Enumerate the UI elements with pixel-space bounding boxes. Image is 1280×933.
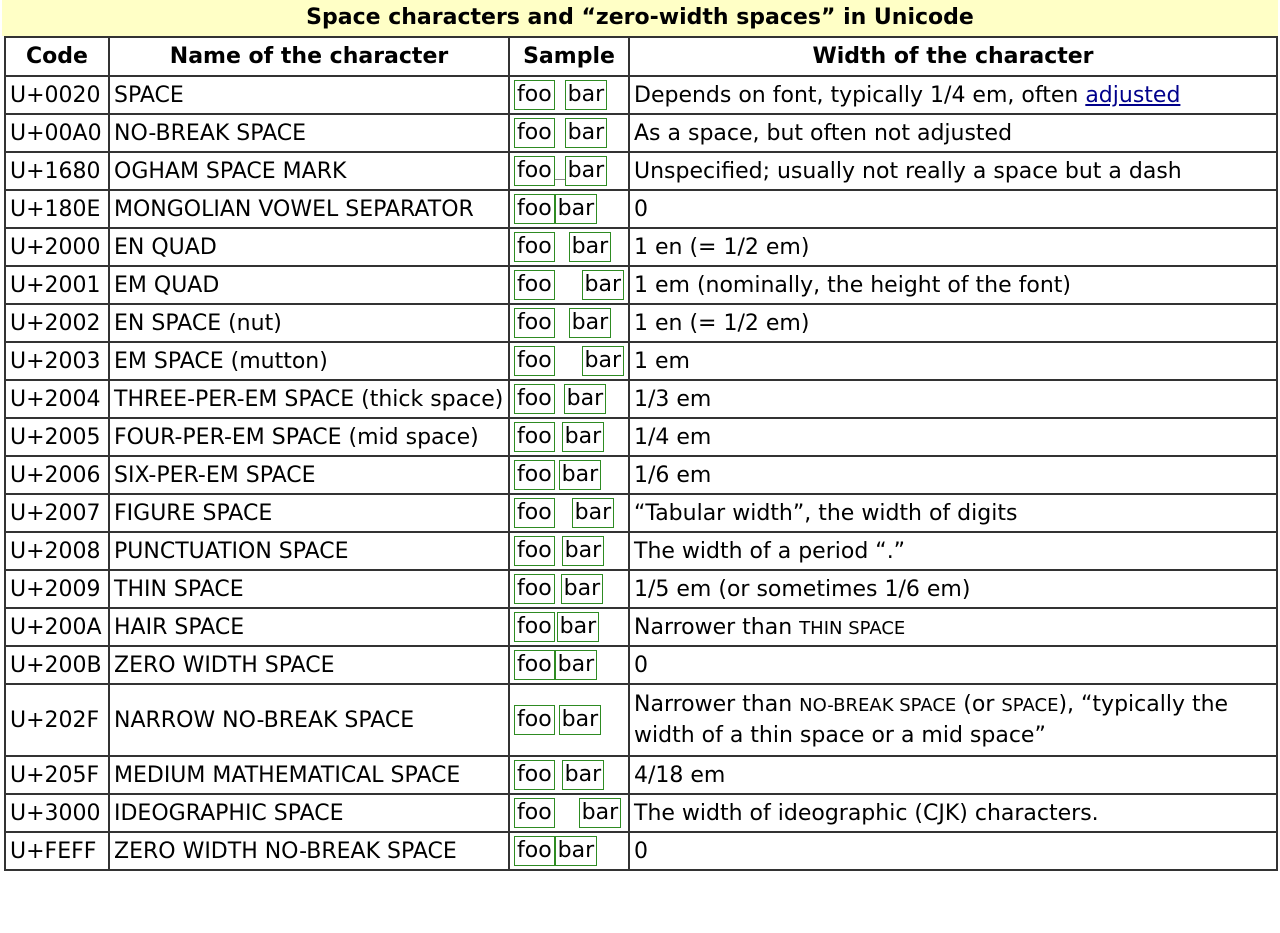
width-text: (or — [956, 691, 1002, 717]
name-cell: ZERO WIDTH NO-BREAK SPACE — [109, 832, 509, 870]
sample-cell — [509, 76, 629, 114]
table-row — [5, 380, 1277, 418]
width-text: 1 en (= 1/2 em) — [634, 310, 810, 336]
width-cell — [629, 570, 1277, 608]
header-name: Name of the character — [109, 37, 509, 76]
width-cell — [629, 228, 1277, 266]
code-cell: U+FEFF — [5, 832, 109, 870]
name-cell: FOUR-PER-EM SPACE (mid space) — [109, 418, 509, 456]
table-row — [5, 76, 1277, 114]
sample-pair — [514, 536, 624, 566]
code-cell: U+2005 — [5, 418, 109, 456]
width-text: 1/5 em (or sometimes 1/6 em) — [634, 576, 971, 602]
width-text: Narrower than — [634, 614, 800, 640]
sample-bar: bar — [582, 346, 625, 376]
small-caps-text: SPACE — [1001, 694, 1059, 716]
name-cell: OGHAM SPACE MARK — [109, 152, 509, 190]
width-text: 1/4 em — [634, 424, 712, 450]
sample-cell — [509, 418, 629, 456]
name-cell: IDEOGRAPHIC SPACE — [109, 794, 509, 832]
width-text: 0 — [634, 196, 648, 222]
sample-cell — [509, 152, 629, 190]
sample-bar: bar — [559, 705, 602, 735]
width-cell — [629, 494, 1277, 532]
sample-cell — [509, 756, 629, 794]
sample-cell — [509, 190, 629, 228]
table-caption: Space characters and “zero-width spaces” in Unicode — [2, 0, 1278, 36]
width-cell — [629, 756, 1277, 794]
name-cell: EM QUAD — [109, 266, 509, 304]
name-cell: EN QUAD — [109, 228, 509, 266]
sample-foo: foo — [514, 536, 555, 566]
sample-foo: foo — [514, 308, 555, 338]
sample-pair — [514, 760, 624, 790]
table-row — [5, 190, 1277, 228]
sample-bar: bar — [569, 232, 612, 262]
code-cell: U+205F — [5, 756, 109, 794]
code-cell: U+180E — [5, 190, 109, 228]
width-cell — [629, 646, 1277, 684]
sample-foo: foo — [514, 574, 555, 604]
code-cell: U+2006 — [5, 456, 109, 494]
name-cell: THREE-PER-EM SPACE (thick space) — [109, 380, 509, 418]
table-body — [5, 76, 1277, 870]
sample-foo: foo — [514, 650, 555, 680]
sample-cell — [509, 114, 629, 152]
name-cell: ZERO WIDTH SPACE — [109, 646, 509, 684]
width-cell — [629, 76, 1277, 114]
sample-foo: foo — [514, 194, 555, 224]
header-width: Width of the character — [629, 37, 1277, 76]
header-code: Code — [5, 37, 109, 76]
sample-bar: bar — [582, 270, 625, 300]
sample-pair — [514, 650, 624, 680]
sample-bar: bar — [562, 760, 605, 790]
sample-pair — [514, 346, 624, 376]
sample-foo: foo — [514, 156, 555, 186]
width-cell — [629, 794, 1277, 832]
width-cell — [629, 608, 1277, 646]
width-text: 1 em — [634, 348, 690, 374]
width-cell — [629, 304, 1277, 342]
width-text: 0 — [634, 652, 648, 678]
code-cell: U+2002 — [5, 304, 109, 342]
sample-foo: foo — [514, 346, 555, 376]
sample-bar: bar — [579, 798, 622, 828]
table-row — [5, 794, 1277, 832]
sample-pair — [514, 308, 624, 338]
sample-cell — [509, 380, 629, 418]
sample-pair — [514, 80, 624, 110]
width-text: 4/18 em — [634, 762, 726, 788]
width-cell — [629, 832, 1277, 870]
name-cell: MEDIUM MATHEMATICAL SPACE — [109, 756, 509, 794]
table-row — [5, 304, 1277, 342]
sample-pair — [514, 798, 624, 828]
sample-bar: bar — [565, 156, 608, 186]
header-row — [5, 37, 1277, 76]
sample-foo: foo — [514, 460, 555, 490]
width-cell — [629, 266, 1277, 304]
code-cell: U+2001 — [5, 266, 109, 304]
width-cell — [629, 114, 1277, 152]
adjusted-link[interactable]: adjusted — [1085, 82, 1181, 108]
sample-pair — [514, 384, 624, 414]
width-cell — [629, 532, 1277, 570]
sample-foo: foo — [514, 798, 555, 828]
name-cell: EN SPACE (nut) — [109, 304, 509, 342]
width-text: The width of ideographic (CJK) characters. — [634, 800, 1099, 826]
table-row — [5, 832, 1277, 870]
sample-cell — [509, 646, 629, 684]
code-cell: U+2003 — [5, 342, 109, 380]
small-caps-text: THIN SPACE — [799, 617, 906, 639]
sample-pair — [514, 194, 624, 224]
sample-pair — [514, 836, 624, 866]
code-cell: U+200A — [5, 608, 109, 646]
sample-cell — [509, 342, 629, 380]
sample-cell — [509, 266, 629, 304]
code-cell: U+2004 — [5, 380, 109, 418]
spaces-table — [4, 36, 1278, 871]
width-text: 1/6 em — [634, 462, 712, 488]
sample-bar: bar — [555, 836, 598, 866]
sample-cell — [509, 228, 629, 266]
sample-pair — [514, 118, 624, 148]
name-cell: PUNCTUATION SPACE — [109, 532, 509, 570]
width-text: 1 em (nominally, the height of the font) — [634, 272, 1072, 298]
sample-foo: foo — [514, 422, 555, 452]
sample-foo: foo — [514, 384, 555, 414]
sample-foo: foo — [514, 232, 555, 262]
sample-pair — [514, 498, 624, 528]
table-row — [5, 114, 1277, 152]
sample-bar: bar — [562, 422, 605, 452]
sample-bar: bar — [572, 498, 615, 528]
table-row — [5, 456, 1277, 494]
width-text: “Tabular width”, the width of digits — [634, 500, 1018, 526]
name-cell: EM SPACE (mutton) — [109, 342, 509, 380]
sample-foo: foo — [514, 80, 555, 110]
code-cell: U+00A0 — [5, 114, 109, 152]
code-cell: U+0020 — [5, 76, 109, 114]
code-cell: U+200B — [5, 646, 109, 684]
sample-pair — [514, 422, 624, 452]
sample-cell — [509, 832, 629, 870]
sample-bar: bar — [559, 460, 602, 490]
width-cell — [629, 456, 1277, 494]
sample-cell — [509, 794, 629, 832]
header-sample: Sample — [509, 37, 629, 76]
width-text: Unspecified; usually not really a space but a dash — [634, 158, 1182, 184]
width-text: Narrower than — [634, 691, 800, 717]
width-cell — [629, 190, 1277, 228]
sample-foo: foo — [514, 270, 555, 300]
sample-bar: bar — [561, 574, 604, 604]
code-cell: U+2000 — [5, 228, 109, 266]
code-cell: U+2007 — [5, 494, 109, 532]
table-row — [5, 684, 1277, 756]
sample-pair — [514, 156, 624, 186]
width-cell — [629, 418, 1277, 456]
sample-pair — [514, 574, 624, 604]
table-row — [5, 570, 1277, 608]
sample-foo: foo — [514, 760, 555, 790]
sample-bar: bar — [569, 308, 612, 338]
table-row — [5, 228, 1277, 266]
sample-cell — [509, 494, 629, 532]
sample-foo: foo — [514, 836, 555, 866]
name-cell: NARROW NO-BREAK SPACE — [109, 684, 509, 756]
sample-bar: bar — [565, 118, 608, 148]
width-text: The width of a period “.” — [634, 538, 906, 564]
sample-cell — [509, 456, 629, 494]
width-text: 1/3 em — [634, 386, 712, 412]
width-text: 0 — [634, 838, 648, 864]
table-row — [5, 266, 1277, 304]
table-row — [5, 342, 1277, 380]
sample-pair — [514, 612, 624, 642]
width-cell — [629, 342, 1277, 380]
table-row — [5, 418, 1277, 456]
sample-foo: foo — [514, 705, 555, 735]
code-cell: U+202F — [5, 684, 109, 756]
width-cell — [629, 684, 1277, 756]
sample-gap — [555, 179, 565, 180]
width-text: As a space, but often not adjusted — [634, 120, 1013, 146]
sample-cell — [509, 304, 629, 342]
sample-cell — [509, 532, 629, 570]
sample-bar: bar — [555, 650, 598, 680]
sample-pair — [514, 705, 624, 735]
code-cell: U+2009 — [5, 570, 109, 608]
sample-pair — [514, 460, 624, 490]
sample-bar: bar — [564, 384, 607, 414]
name-cell: FIGURE SPACE — [109, 494, 509, 532]
sample-cell — [509, 684, 629, 756]
table-row — [5, 494, 1277, 532]
unicode-spaces-table-container — [2, 0, 1278, 871]
table-row — [5, 532, 1277, 570]
sample-foo: foo — [514, 498, 555, 528]
code-cell: U+3000 — [5, 794, 109, 832]
width-cell — [629, 152, 1277, 190]
width-text: Depends on font, typically 1/4 em, often — [634, 82, 1086, 108]
code-cell: U+2008 — [5, 532, 109, 570]
width-text: ), “typically the width of a thin space or a mid space” — [634, 691, 1229, 748]
sample-bar: bar — [565, 80, 608, 110]
sample-bar: bar — [555, 194, 598, 224]
name-cell: SIX-PER-EM SPACE — [109, 456, 509, 494]
width-cell — [629, 380, 1277, 418]
table-row — [5, 152, 1277, 190]
name-cell: SPACE — [109, 76, 509, 114]
sample-foo: foo — [514, 612, 555, 642]
name-cell: NO-BREAK SPACE — [109, 114, 509, 152]
width-text: 1 en (= 1/2 em) — [634, 234, 810, 260]
sample-bar: bar — [557, 612, 600, 642]
sample-cell — [509, 570, 629, 608]
code-cell: U+1680 — [5, 152, 109, 190]
table-row — [5, 756, 1277, 794]
name-cell: THIN SPACE — [109, 570, 509, 608]
sample-foo: foo — [514, 118, 555, 148]
name-cell: MONGOLIAN VOWEL SEPARATOR — [109, 190, 509, 228]
sample-pair — [514, 232, 624, 262]
sample-pair — [514, 270, 624, 300]
sample-cell — [509, 608, 629, 646]
table-row — [5, 646, 1277, 684]
small-caps-text: NO-BREAK SPACE — [799, 694, 957, 716]
sample-bar: bar — [562, 536, 605, 566]
name-cell: HAIR SPACE — [109, 608, 509, 646]
table-row — [5, 608, 1277, 646]
